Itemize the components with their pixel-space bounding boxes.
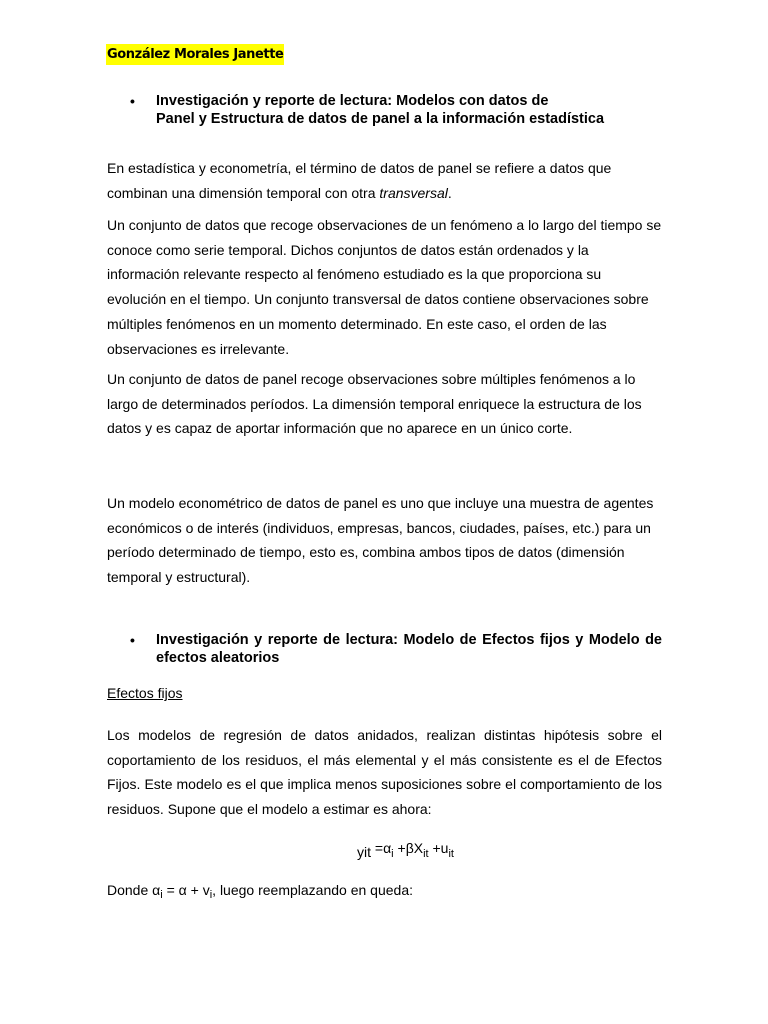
paragraph-definition — [107, 156, 662, 205]
formula-subscript: it — [423, 848, 429, 860]
where-subscript: i — [209, 889, 213, 901]
heading-line: Investigación y reporte de lectura: Modelos con datos de — [156, 93, 549, 109]
paragraph-text: . — [447, 184, 452, 201]
paragraph-text: En estadística y econometría, el término de datos de panel se refiere a datos que combinan una dimensión temporal con otra — [107, 160, 612, 201]
formula-symbol: +u — [432, 840, 449, 856]
paragraph-fixed-effects: Los modelos de regresión de datos anidados, realizan distintas hipótesis sobre el coportamiento de los residuos, el más elemental y el más consistente es el de Efectos Fijos. Este modelo es el que implica menos suposiciones sobre el comportamiento de los residuos. Supone que el modelo a estimar es ahora: — [107, 727, 662, 818]
paragraph-time-series: Un conjunto de datos que recoge observaciones de un fenómeno a lo largo del tiempo se conoce como serie temporal. Dichos conjuntos de datos están ordenados y la información relevante respecto al fenómeno estudiado es la que proporciona su evolución en el tiempo. Un conjunto transversal de datos contiene observaciones sobre múltiples fenómenos en un momento determinado. En este caso, el orden de las observaciones es irrelevante. — [107, 217, 662, 357]
heading-line: Panel y Estructura de datos de panel a la información estadística — [156, 111, 605, 127]
subheading-fixed-effects: Efectos fijos — [107, 685, 183, 701]
formula-symbol: =α — [374, 840, 392, 856]
formula-subscript: i — [391, 848, 394, 860]
where-line — [107, 878, 413, 902]
paragraph-econometric-model: Un modelo econométrico de datos de panel es uno que incluye una muestra de agentes económicos o de interés (individuos, empresas, bancos, ciudades, países, etc.) para un período determinado de tiempo, esto es, combina ambos tipos de datos (dimensión temporal y estructural). — [107, 495, 654, 586]
formula-subscript: it — [448, 848, 454, 860]
where-text: , luego reemplazando en queda: — [212, 882, 413, 898]
where-text: Donde α — [107, 882, 161, 898]
formula-symbol: +βX — [397, 840, 424, 856]
formula-part — [374, 840, 454, 860]
paragraph-panel-set: Un conjunto de datos de panel recoge observaciones sobre múltiples fenómenos a lo largo de determinados períodos. La dimensión temporal enriquece la estructura de los datos y es capaz de aportar información que no aparece en un único corte. — [107, 371, 642, 437]
bullet-icon: • — [130, 632, 135, 648]
heading-text: Investigación y reporte de lectura: Modelo de Efectos fijos y Modelo de efectos aleatorios — [156, 632, 662, 666]
bullet-icon: • — [130, 93, 135, 109]
where-text: = α + v — [162, 882, 210, 898]
author-name-highlight: González Morales Janette — [106, 44, 284, 65]
heading-text — [156, 92, 662, 128]
regression-formula — [357, 842, 454, 862]
formula-part: yit — [357, 844, 371, 860]
italic-term: transversal — [379, 184, 448, 201]
where-subscript: i — [160, 889, 163, 901]
